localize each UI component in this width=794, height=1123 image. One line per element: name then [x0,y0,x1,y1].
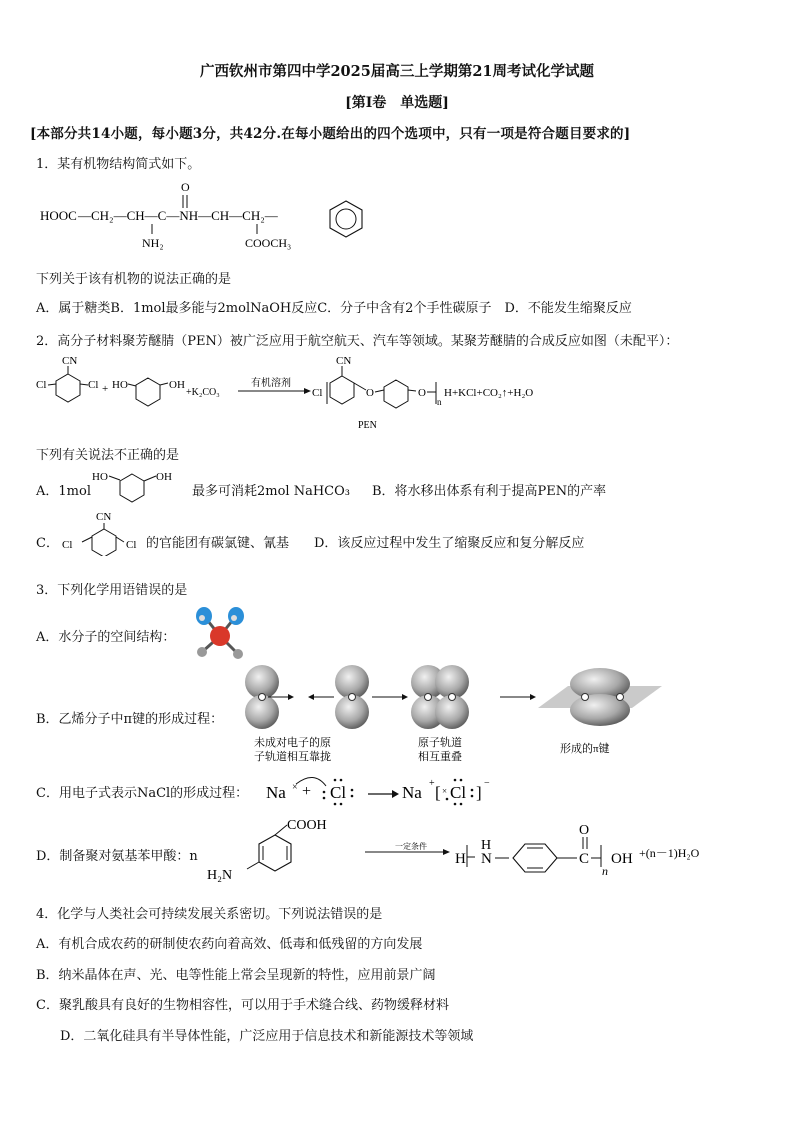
svg-text:CN: CN [336,355,352,367]
q2-synthesis-equation [36,352,576,432]
q2-option-c-suffix: 的官能团有碳氯键、氰基 [146,536,290,551]
svg-text:形成的π键: 形成的π键 [560,743,610,755]
svg-text:n: n [602,864,608,878]
section-instruction: [本部分共14小题，每小题3分，共42分.在每小题给出的四个选项中，只有一项是符合题目要求的] [30,126,631,142]
svg-text:OH: OH [156,471,172,483]
svg-text:+K₂CO₃: +K₂CO₃ [186,387,220,398]
svg-text:Na: Na [402,783,422,802]
svg-text:HO: HO [112,379,128,391]
svg-text:一定条件: 一定条件 [395,842,427,851]
svg-text:O: O [366,387,374,399]
q4-option-a: A．有机合成农药的研制使农药向着高效、低毒和低残留的方向发展 [36,937,423,952]
q2-option-a-prefix: A．1mol [36,484,91,499]
q2-option-c-molecule [60,508,148,556]
q4-option-c: C．聚乳酸具有良好的生物相容性，可以用于手术缝合线、药物缓释材料 [36,998,449,1013]
svg-text:×: × [292,782,298,793]
q4-option-b: B．纳米晶体在声、光、电等性能上常会呈现新的特性，应用前景广阔 [36,968,436,983]
q3-option-c: C．用电子式表示NaCl的形成过程： [36,786,249,801]
svg-text:COOH: COOH [287,818,327,833]
svg-text:−: − [484,778,490,789]
svg-text:H: H [481,838,492,853]
q4-option-d: D．二氧化硅具有半导体性能，广泛应用于信息技术和新能源技术等领域 [60,1029,474,1044]
q1-structure-diagram [36,176,386,254]
svg-text:CN: CN [62,355,78,367]
svg-text:+: + [102,383,109,395]
svg-text:O: O [579,823,590,838]
q1-chain: —CH₂—CH—C—NH—CH—CH₂— [78,208,278,223]
svg-text:C: C [579,851,590,867]
polymerization-equation [205,815,725,887]
q3-option-a: A．水分子的空间结构： [36,630,176,645]
q1-nh2: NH₂ [142,236,164,250]
svg-text:Cl: Cl [126,539,137,551]
svg-text:未成对电子的原: 未成对电子的原 [254,737,331,749]
q2-option-a-suffix: 最多可消耗2mol NaHCO₃ [192,484,350,499]
q1-options: A．属于糖类B．1mol最多能与2molNaOH反应C．分子中含有2个手性碳原子 D．不能发生缩聚反应 [36,301,632,316]
section-heading: [第Ⅰ卷 单选题] [345,95,449,111]
svg-text:Cl: Cl [330,783,347,802]
svg-text:H: H [455,851,466,867]
svg-text:]: ] [476,783,482,802]
svg-text:Cl: Cl [450,783,467,802]
svg-text:Na: Na [266,783,286,802]
q1-cooch3: COOCH₃ [245,236,292,250]
q3-option-b: B．乙烯分子中π键的形成过程： [36,712,224,727]
svg-text:Cl: Cl [36,379,47,391]
svg-text:+(n－1)H₂O: +(n－1)H₂O [639,846,700,860]
svg-text:H+KCl+CO₂↑+H₂O: H+KCl+CO₂↑+H₂O [444,387,534,399]
svg-text:O: O [418,387,426,399]
svg-text:H₂N: H₂N [207,868,233,883]
exam-title: 广西钦州市第四中学2025届高三上学期第21周考试化学试题 [199,63,595,80]
q1-stem: 1．某有机物结构简式如下。 [36,157,201,172]
q1-hooc: HOOC [40,208,77,223]
svg-text:原子轨道: 原子轨道 [418,737,462,749]
svg-text:HO: HO [92,471,108,483]
svg-text:n: n [437,397,442,407]
q2-option-c-prefix: C． [36,536,59,551]
svg-text:OH: OH [611,851,633,867]
svg-text:Cl: Cl [88,379,99,391]
svg-text:+: + [429,778,435,789]
svg-text:[: [ [435,783,441,802]
q2-option-b: B．将水移出体系有利于提高PEN的产率 [372,484,607,499]
svg-text:×: × [442,786,448,796]
svg-text:有机溶剂: 有机溶剂 [251,378,291,389]
svg-text:相互重叠: 相互重叠 [418,751,462,762]
q2-stem: 2．高分子材料聚芳醚腈（PEN）被广泛应用于航空航天、汽车等领域。某聚芳醚腈的合成反应如图（未配平）： [36,334,679,349]
q4-stem: 4．化学与人类社会可持续发展关系密切。下列说法错误的是 [36,907,383,922]
pi-bond-formation-diagram [238,662,678,762]
q2-option-d: D．该反应过程中发生了缩聚反应和复分解反应 [314,536,585,551]
q1-carbonyl-o: O [181,180,190,194]
svg-text:CN: CN [96,511,112,523]
q3-stem: 3．下列化学用语错误的是 [36,583,188,598]
svg-text:PEN: PEN [358,420,377,431]
water-molecule-model [190,602,252,664]
q1-prompt: 下列关于该有机物的说法正确的是 [36,272,232,287]
q2-option-a-molecule [92,466,194,506]
svg-text:Cl: Cl [62,539,73,551]
svg-text:N: N [481,851,492,867]
svg-text:子轨道相互靠拢: 子轨道相互靠拢 [254,751,331,762]
svg-text:Cl: Cl [312,387,323,399]
svg-text:+: + [302,783,312,800]
svg-text:OH: OH [169,379,185,391]
q2-prompt: 下列有关说法不正确的是 [36,448,180,463]
nacl-electron-formula [262,768,502,808]
q3-option-d: D．制备聚对氨基苯甲酸：n [36,849,198,864]
